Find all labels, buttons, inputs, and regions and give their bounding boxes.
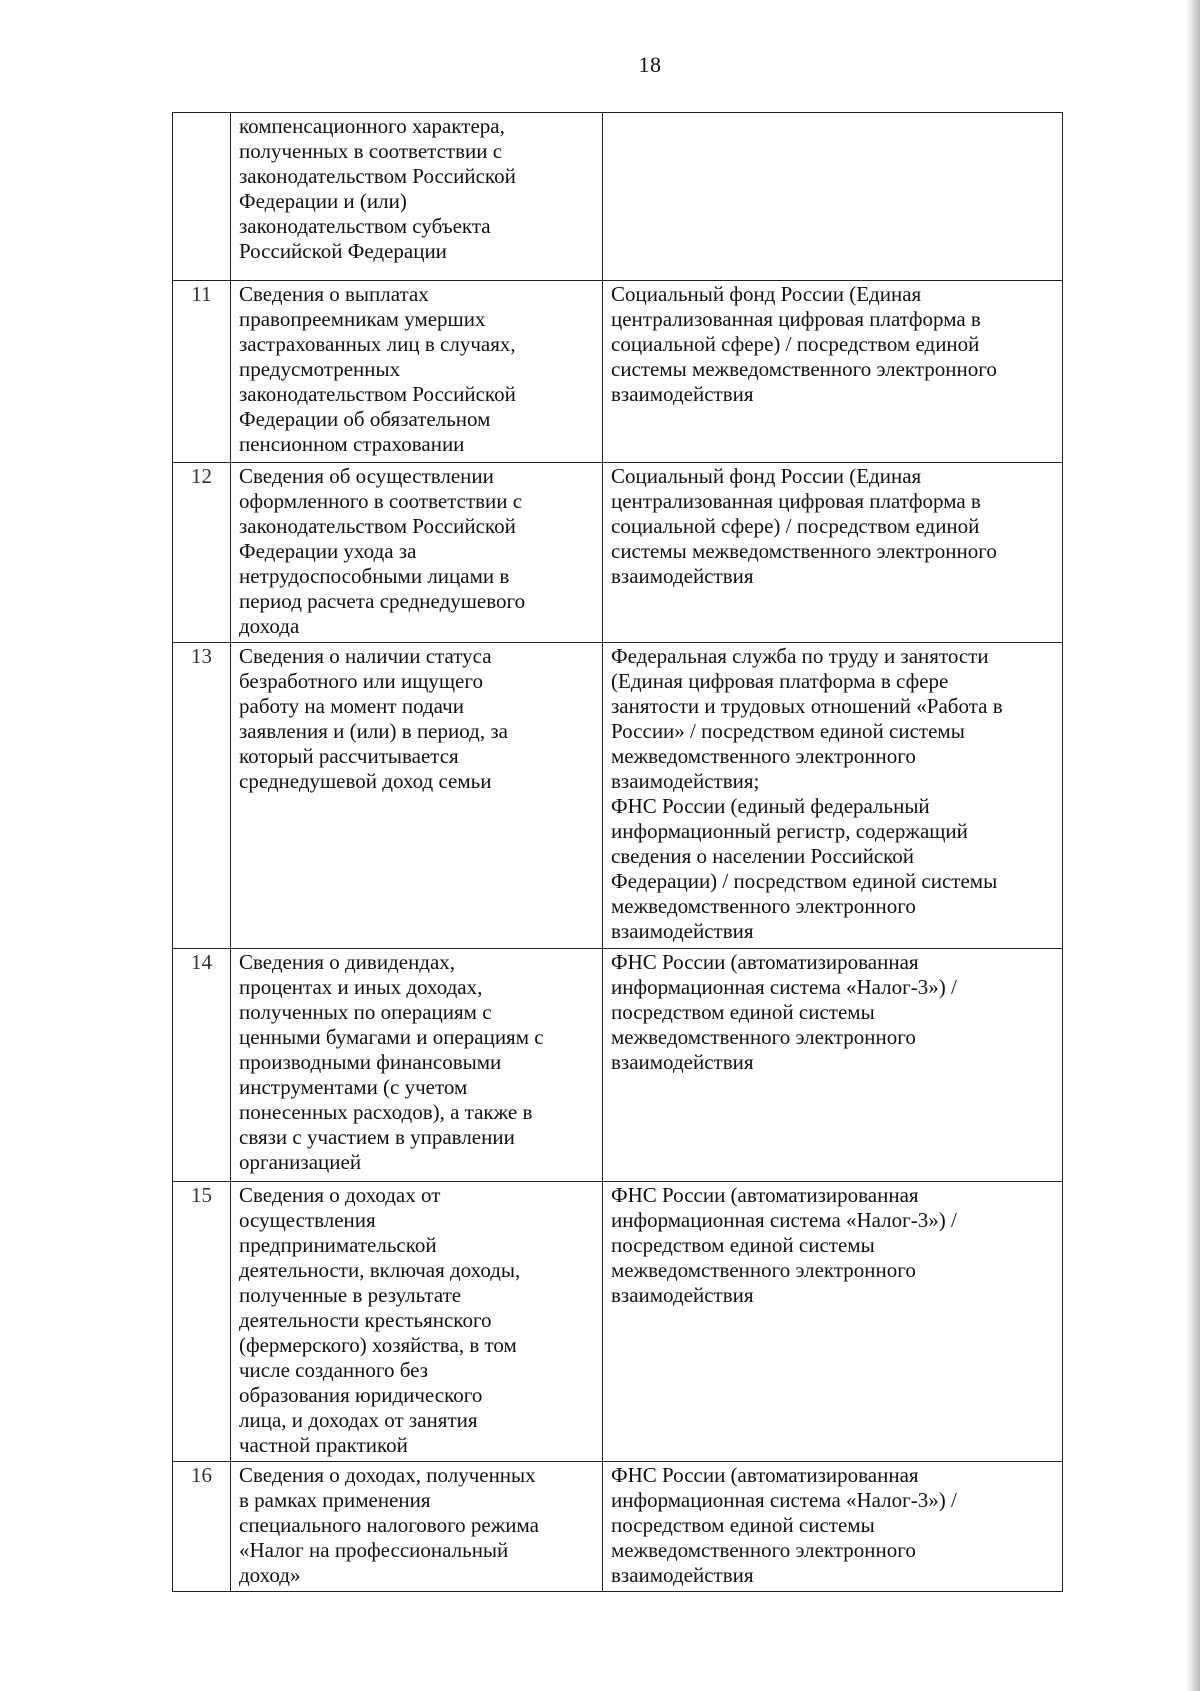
source-line: посредством единой системы	[611, 1233, 875, 1257]
source-cell	[603, 113, 1063, 281]
information-line: связи с участием в управлении	[239, 1125, 515, 1149]
information-cell	[231, 643, 603, 949]
source-line: посредством единой системы	[611, 1513, 875, 1537]
information-line: Сведения об осуществлении	[239, 464, 494, 488]
source-line: взаимодействия	[611, 1563, 754, 1587]
source-line: Федеральная служба по труду и занятости	[611, 644, 989, 668]
information-line: законодательством Российской	[239, 514, 516, 538]
source-line: Социальный фонд России (Единая	[611, 464, 922, 488]
information-line: образования юридического	[239, 1383, 483, 1407]
information-line: компенсационного характера,	[239, 114, 505, 138]
source-line: ФНС России (автоматизированная	[611, 1183, 919, 1207]
information-line: Сведения о доходах от	[239, 1183, 441, 1207]
information-line: Сведения о наличии статуса	[239, 644, 492, 668]
information-line: работу на момент подачи	[239, 694, 464, 718]
information-line: полученных в соответствии с	[239, 139, 503, 163]
information-line: полученные в результате	[239, 1283, 462, 1307]
source-line: межведомственного электронного	[611, 1538, 916, 1562]
source-line: социальной сфере) / посредством единой	[611, 332, 980, 356]
source-cell	[603, 463, 1063, 643]
page-number: 18	[638, 52, 662, 77]
source-line: ФНС России (автоматизированная	[611, 1463, 919, 1487]
information-line: Российской Федерации	[239, 239, 447, 263]
source-line: сведения о населении Российской	[611, 844, 915, 868]
source-line: централизованная цифровая платформа в	[611, 307, 981, 331]
source-line: Социальный фонд России (Единая	[611, 282, 922, 306]
information-line: законодательством Российской	[239, 164, 516, 188]
source-line: информационная система «Налог-3») /	[611, 975, 957, 999]
table-row	[173, 949, 1063, 1182]
table-row	[173, 1462, 1063, 1592]
source-line: информационная система «Налог-3») /	[611, 1488, 957, 1512]
source-cell	[603, 643, 1063, 949]
information-line: Федерации ухода за	[239, 539, 417, 563]
information-line: предусмотренных	[239, 357, 401, 381]
information-line: (фермерского) хозяйства, в том	[239, 1333, 517, 1357]
information-cell	[231, 1182, 603, 1462]
information-line: предпринимательской	[239, 1233, 437, 1257]
row-number-cell: 12	[173, 463, 231, 643]
information-line: нетрудоспособными лицами в	[239, 564, 510, 588]
table-row	[173, 281, 1063, 463]
table-body	[173, 113, 1063, 1592]
information-cell	[231, 463, 603, 643]
information-line: заявления и (или) в период, за	[239, 719, 508, 743]
source-line: ФНС России (единый федеральный	[611, 794, 930, 818]
source-cell	[603, 1462, 1063, 1592]
source-line: взаимодействия	[611, 1050, 754, 1074]
information-line: Сведения о доходах, полученных	[239, 1463, 536, 1487]
information-line: частной практикой	[239, 1433, 408, 1457]
information-line: процентах и иных доходах,	[239, 975, 483, 999]
information-line: понесенных расходов), а также в	[239, 1100, 533, 1124]
table-row	[173, 113, 1063, 281]
information-line: период расчета среднедушевого	[239, 589, 526, 613]
information-line: безработного или ищущего	[239, 669, 483, 693]
row-number-cell: 11	[173, 281, 231, 463]
information-cell	[231, 113, 603, 281]
information-cell	[231, 949, 603, 1182]
source-cell	[603, 949, 1063, 1182]
information-line: Сведения о выплатах	[239, 282, 429, 306]
information-line: пенсионном страховании	[239, 432, 465, 456]
information-line: в рамках применения	[239, 1488, 431, 1512]
row-number-cell: 14	[173, 949, 231, 1182]
source-line: взаимодействия;	[611, 769, 760, 793]
information-line: Федерации об обязательном	[239, 407, 491, 431]
source-line: занятости и трудовых отношений «Работа в	[611, 694, 1003, 718]
information-line: специального налогового режима	[239, 1513, 539, 1537]
row-number-cell: 13	[173, 643, 231, 949]
information-line: доход»	[239, 1563, 301, 1587]
row-number-cell: 16	[173, 1462, 231, 1592]
information-line: деятельности, включая доходы,	[239, 1258, 521, 1282]
information-line: дохода	[239, 614, 300, 638]
information-line: производными финансовыми	[239, 1050, 502, 1074]
source-line: посредством единой системы	[611, 1000, 875, 1024]
source-line: межведомственного электронного	[611, 894, 916, 918]
table-row	[173, 643, 1063, 949]
information-line: «Налог на профессиональный	[239, 1538, 509, 1562]
source-line: взаимодействия	[611, 382, 754, 406]
source-line: взаимодействия	[611, 919, 754, 943]
information-line: ценными бумагами и операциям с	[239, 1025, 544, 1049]
data-sources-table	[172, 112, 1063, 1592]
source-line: информационный регистр, содержащий	[611, 819, 968, 843]
information-line: инструментами (с учетом	[239, 1075, 468, 1099]
information-cell	[231, 281, 603, 463]
information-cell	[231, 1462, 603, 1592]
information-line: оформленного в соответствии с	[239, 489, 523, 513]
information-line: деятельности крестьянского	[239, 1308, 492, 1332]
information-line: организацией	[239, 1150, 362, 1174]
source-line: взаимодействия	[611, 564, 754, 588]
source-line: межведомственного электронного	[611, 1025, 916, 1049]
source-line: социальной сфере) / посредством единой	[611, 514, 980, 538]
source-line: системы межведомственного электронного	[611, 539, 997, 563]
information-line: правопреемникам умерших	[239, 307, 486, 331]
source-line: межведомственного электронного	[611, 744, 916, 768]
information-line: осуществления	[239, 1208, 376, 1232]
information-line: среднедушевой доход семьи	[239, 769, 492, 793]
information-line: полученных по операциям с	[239, 1000, 492, 1024]
information-line: который рассчитывается	[239, 744, 459, 768]
source-line: взаимодействия	[611, 1283, 754, 1307]
source-line: Федерации) / посредством единой системы	[611, 869, 998, 893]
source-cell	[603, 1182, 1063, 1462]
information-line: застрахованных лиц в случаях,	[239, 332, 516, 356]
information-line: законодательством Российской	[239, 382, 516, 406]
source-line: России» / посредством единой системы	[611, 719, 965, 743]
source-line: централизованная цифровая платформа в	[611, 489, 981, 513]
source-line: (Единая цифровая платформа в сфере	[611, 669, 949, 693]
scan-page-edge	[1186, 0, 1200, 1691]
information-line: числе созданного без	[239, 1358, 429, 1382]
information-line: Федерации и (или)	[239, 189, 407, 213]
table-row	[173, 1182, 1063, 1462]
information-line: законодательством субъекта	[239, 214, 491, 238]
source-line: межведомственного электронного	[611, 1258, 916, 1282]
source-line: системы межведомственного электронного	[611, 357, 997, 381]
source-line: информационная система «Налог-3») /	[611, 1208, 957, 1232]
source-cell	[603, 281, 1063, 463]
information-line: Сведения о дивидендах,	[239, 950, 456, 974]
table-row	[173, 463, 1063, 643]
row-number-cell	[173, 113, 231, 281]
information-line: лица, и доходах от занятия	[239, 1408, 478, 1432]
source-line: ФНС России (автоматизированная	[611, 950, 919, 974]
row-number-cell: 15	[173, 1182, 231, 1462]
